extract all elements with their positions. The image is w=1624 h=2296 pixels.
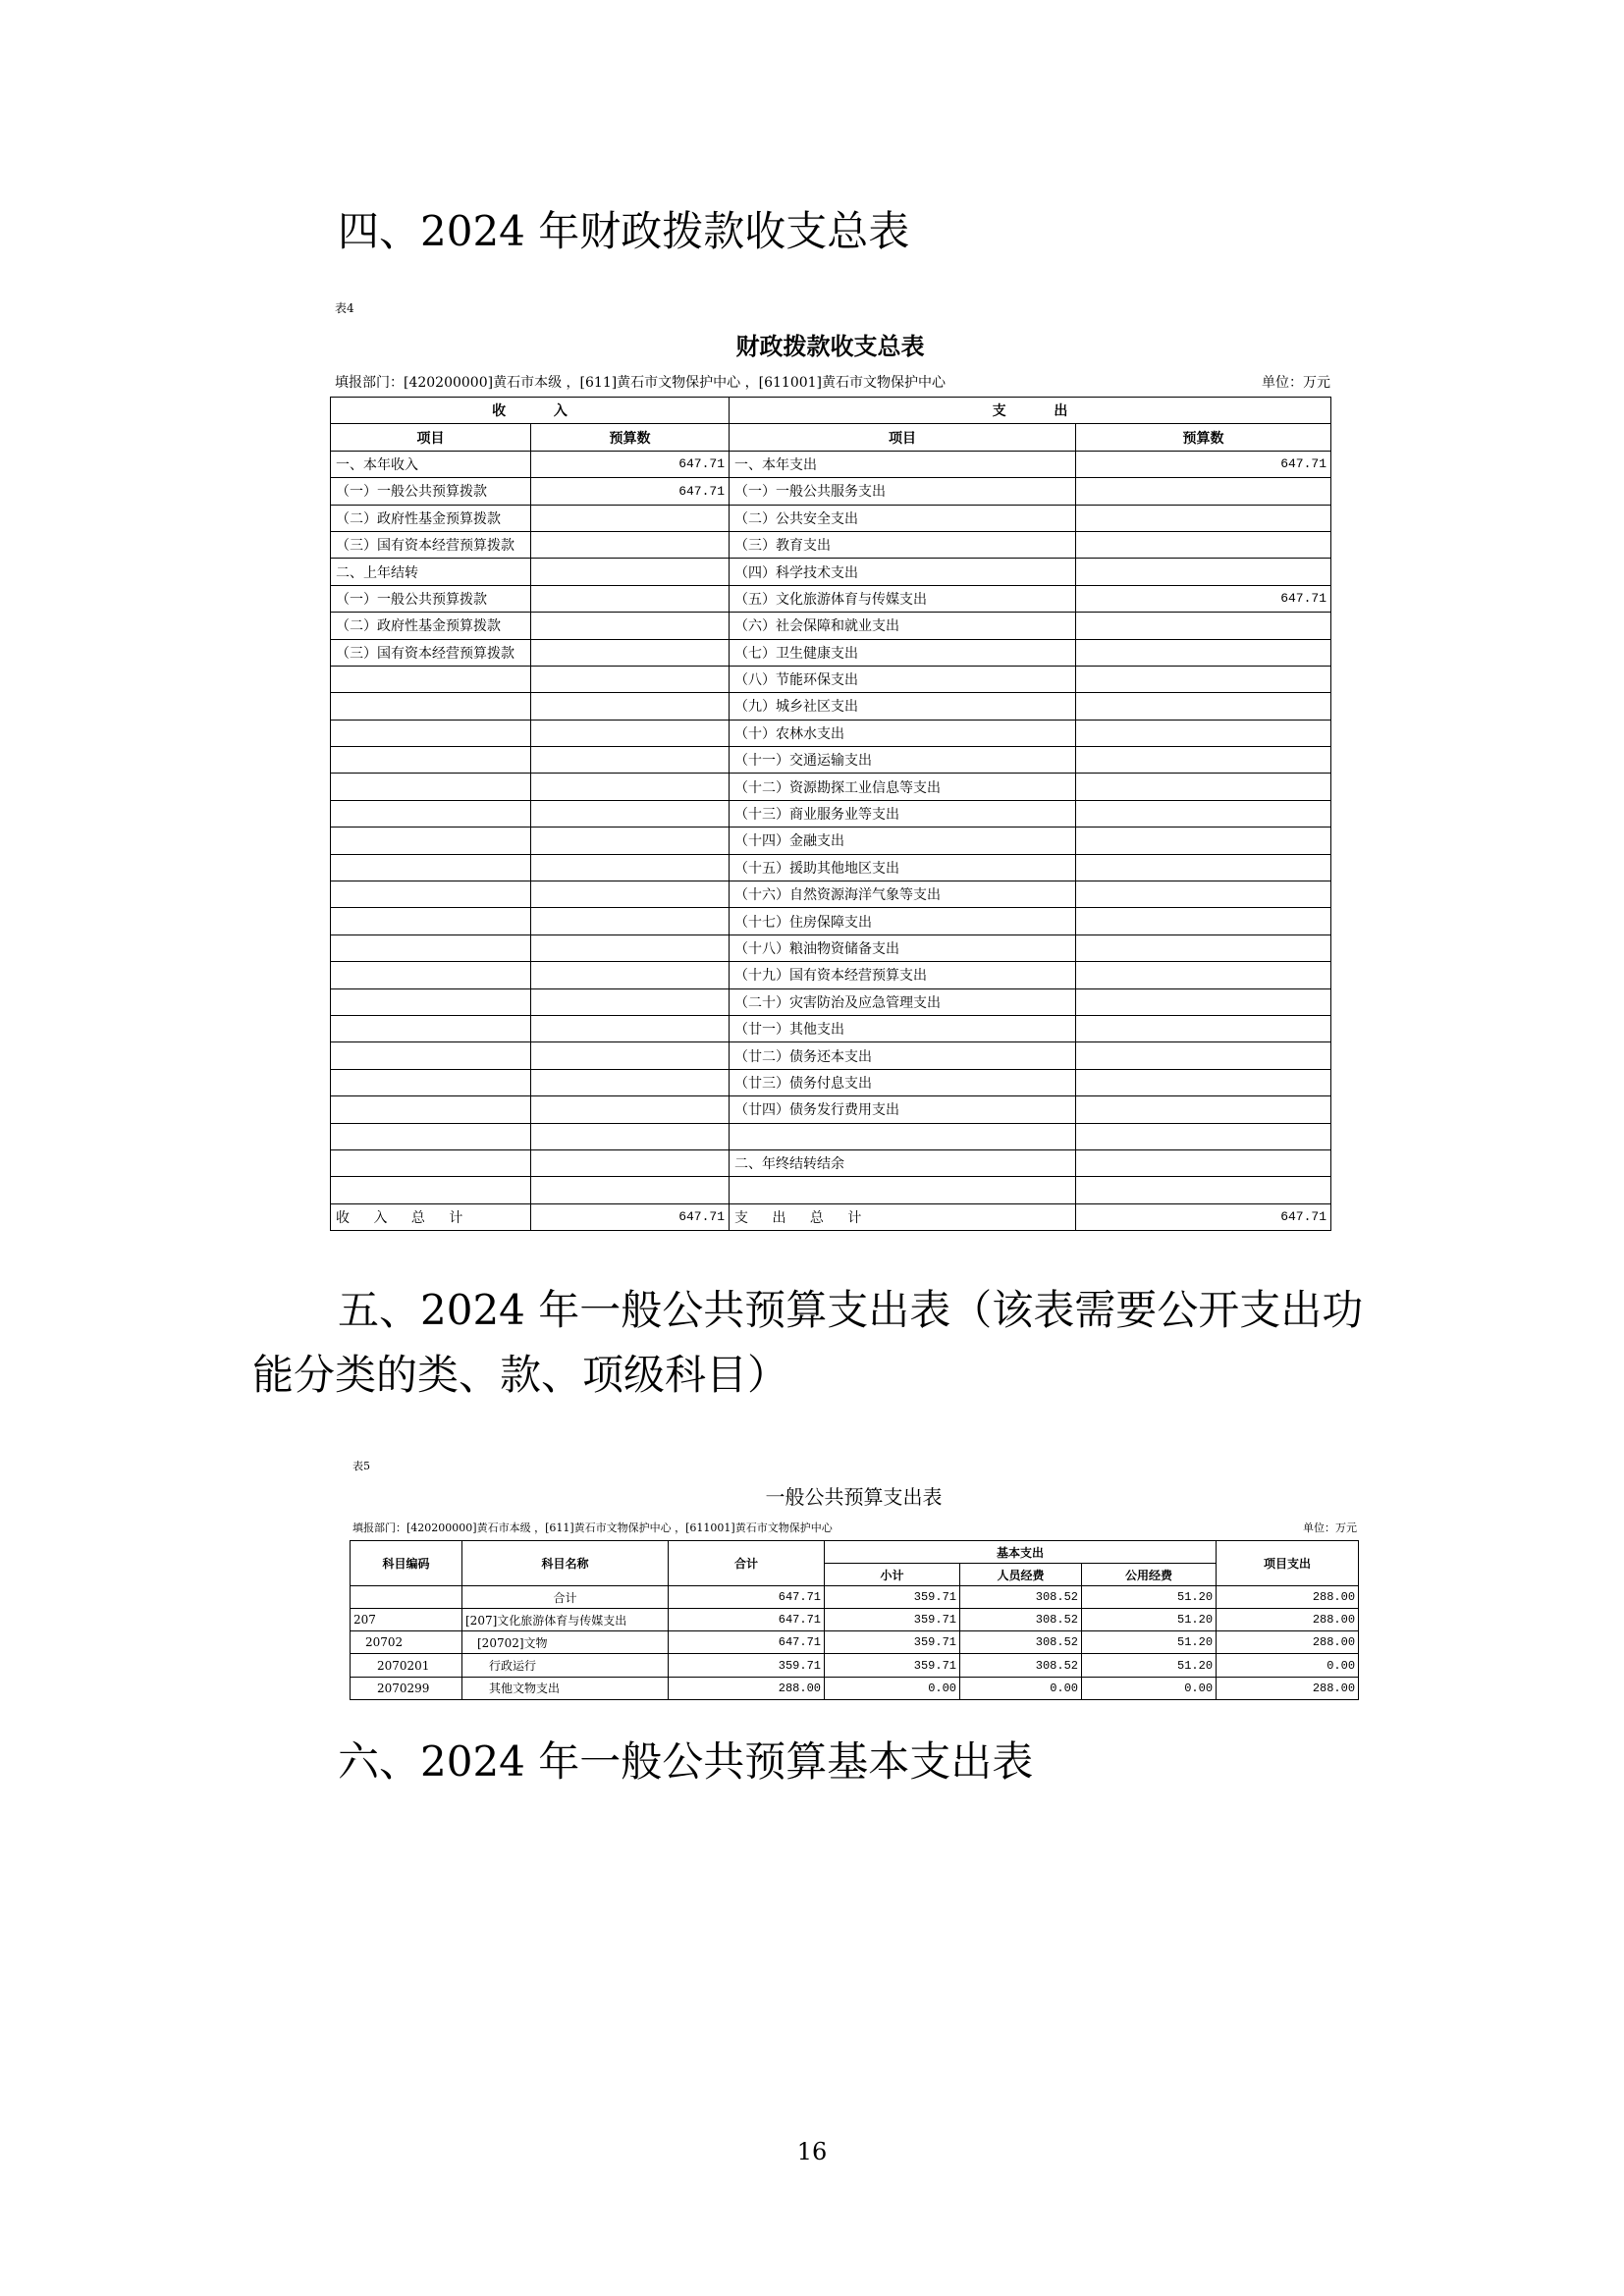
expense-item-cell: （廿三）债务付息支出 [730, 1069, 1076, 1095]
expense-group-header: 支 出 [730, 398, 1331, 424]
code-cell: 20702 [351, 1631, 462, 1654]
table-row [351, 1631, 1359, 1654]
total-cell: 647.71 [669, 1609, 825, 1631]
expense-amount-header: 预算数 [1076, 424, 1331, 451]
income-item-cell: 二、上年结转 [331, 559, 531, 585]
table-4-meta [335, 374, 1330, 392]
public-expense-header: 公用经费 [1082, 1564, 1217, 1586]
expense-amount-cell [1076, 908, 1331, 934]
project-cell: 288.00 [1217, 1586, 1359, 1609]
income-amount-cell [531, 908, 730, 934]
table-row [331, 881, 1331, 908]
income-amount-cell [531, 1096, 730, 1123]
expense-amount-cell [1076, 639, 1331, 666]
total-header: 合计 [669, 1541, 825, 1586]
header-row [331, 424, 1331, 451]
income-item-cell [331, 854, 531, 881]
public-cell: 51.20 [1082, 1631, 1217, 1654]
income-item-cell [331, 1015, 531, 1041]
personnel-header: 人员经费 [960, 1564, 1082, 1586]
fiscal-appropriation-summary-table [330, 397, 1331, 1231]
income-item-cell [331, 693, 531, 720]
income-item-cell [331, 881, 531, 908]
public-cell: 51.20 [1082, 1609, 1217, 1631]
income-amount-cell: 647.71 [531, 478, 730, 505]
income-amount-cell [531, 1042, 730, 1069]
income-amount-cell [531, 666, 730, 692]
income-amount-cell [531, 505, 730, 531]
personnel-cell: 308.52 [960, 1586, 1082, 1609]
table-row [331, 934, 1331, 961]
table-row [351, 1586, 1359, 1609]
expense-item-cell: 一、本年支出 [730, 451, 1076, 477]
expense-item-cell: （十八）粮油物资储备支出 [730, 934, 1076, 961]
income-item-cell: （一）一般公共预算拨款 [331, 478, 531, 505]
income-amount-cell [531, 747, 730, 774]
table-row [331, 1096, 1331, 1123]
expense-total-label: 支 出 总 计 [730, 1203, 1076, 1230]
income-amount-cell [531, 828, 730, 854]
expense-item-cell: （十五）援助其他地区支出 [730, 854, 1076, 881]
table-row [351, 1609, 1359, 1631]
table-row [351, 1654, 1359, 1677]
code-header: 科目编码 [351, 1541, 462, 1586]
project-cell: 0.00 [1217, 1654, 1359, 1677]
project-cell: 288.00 [1217, 1631, 1359, 1654]
income-item-cell [331, 1123, 531, 1149]
table-row [351, 1677, 1359, 1699]
table-row [331, 774, 1331, 800]
table-4-label: 表4 [335, 301, 354, 315]
table-row [331, 505, 1331, 531]
expense-item-header: 项目 [730, 424, 1076, 451]
income-amount-header: 预算数 [531, 424, 730, 451]
expense-amount-cell [1076, 828, 1331, 854]
income-amount-cell [531, 559, 730, 585]
income-amount-cell: 647.71 [531, 451, 730, 477]
table-5-meta [352, 1521, 1357, 1536]
income-amount-cell [531, 693, 730, 720]
expense-amount-cell [1076, 1096, 1331, 1123]
expense-amount-cell [1076, 1015, 1331, 1041]
personnel-cell: 308.52 [960, 1631, 1082, 1654]
income-amount-cell [531, 1015, 730, 1041]
income-item-header: 项目 [331, 424, 531, 451]
subtotal-header: 小计 [825, 1564, 960, 1586]
income-item-cell: （二）政府性基金预算拨款 [331, 613, 531, 639]
expense-item-cell: （七）卫生健康支出 [730, 639, 1076, 666]
basic-expenditure-header: 基本支出 [825, 1541, 1217, 1564]
income-item-cell [331, 1177, 531, 1203]
income-amount-cell [531, 800, 730, 827]
income-amount-cell [531, 934, 730, 961]
income-item-cell [331, 720, 531, 746]
expense-item-cell: （二十）灾害防治及应急管理支出 [730, 988, 1076, 1015]
income-amount-cell [531, 720, 730, 746]
table-row [331, 908, 1331, 934]
subtotal-cell: 359.71 [825, 1654, 960, 1677]
unit-label: 单位：万元 [1262, 375, 1330, 391]
expense-total-amount: 647.71 [1076, 1203, 1331, 1230]
income-item-cell [331, 908, 531, 934]
table-row [331, 1177, 1331, 1203]
table-row [331, 988, 1331, 1015]
section-5-heading-line-2: 能分类的类、款、项级科目） [252, 1351, 789, 1399]
expense-amount-cell [1076, 720, 1331, 746]
income-item-cell [331, 1149, 531, 1176]
code-cell: 2070299 [351, 1677, 462, 1699]
public-cell: 51.20 [1082, 1654, 1217, 1677]
code-cell: 2070201 [351, 1654, 462, 1677]
personnel-cell: 0.00 [960, 1677, 1082, 1699]
expense-item-cell: （十三）商业服务业等支出 [730, 800, 1076, 827]
income-item-cell [331, 1096, 531, 1123]
expense-item-cell: （十七）住房保障支出 [730, 908, 1076, 934]
expense-amount-cell [1076, 1042, 1331, 1069]
public-cell: 0.00 [1082, 1677, 1217, 1699]
income-amount-cell [531, 988, 730, 1015]
table-row [331, 531, 1331, 558]
table-row [331, 720, 1331, 746]
expense-amount-cell [1076, 531, 1331, 558]
total-cell: 359.71 [669, 1654, 825, 1677]
income-amount-cell [531, 1069, 730, 1095]
income-item-cell: （三）国有资本经营预算拨款 [331, 639, 531, 666]
total-cell: 647.71 [669, 1631, 825, 1654]
income-total-label: 收 入 总 计 [331, 1203, 531, 1230]
expense-amount-cell [1076, 1177, 1331, 1203]
income-amount-cell [531, 1123, 730, 1149]
project-cell: 288.00 [1217, 1677, 1359, 1699]
expense-item-cell: （一）一般公共服务支出 [730, 478, 1076, 505]
subtotal-cell: 359.71 [825, 1631, 960, 1654]
personnel-cell: 308.52 [960, 1654, 1082, 1677]
expense-item-cell: （十九）国有资本经营预算支出 [730, 962, 1076, 988]
expense-item-cell: （廿二）债务还本支出 [730, 1042, 1076, 1069]
expense-amount-cell [1076, 505, 1331, 531]
expense-item-cell: 二、年终结转结余 [730, 1149, 1076, 1176]
expense-amount-cell [1076, 962, 1331, 988]
expense-amount-cell [1076, 934, 1331, 961]
table-5-title: 一般公共预算支出表 [765, 1485, 943, 1509]
income-item-cell [331, 1069, 531, 1095]
code-cell [351, 1586, 462, 1609]
expense-item-cell: （四）科学技术支出 [730, 559, 1076, 585]
totals-row [331, 1203, 1331, 1230]
header-row [351, 1541, 1359, 1564]
table-row [331, 478, 1331, 505]
public-cell: 51.20 [1082, 1586, 1217, 1609]
table-row [331, 613, 1331, 639]
subtotal-cell: 359.71 [825, 1609, 960, 1631]
section-6-heading: 六、2024 年一般公共预算基本支出表 [338, 1737, 1034, 1786]
expense-item-cell: （十四）金融支出 [730, 828, 1076, 854]
table-row [331, 693, 1331, 720]
income-amount-cell [531, 639, 730, 666]
expense-item-cell: （九）城乡社区支出 [730, 693, 1076, 720]
section-5-heading-line-1: 五、2024 年一般公共预算支出表（该表需要公开支出功 [338, 1286, 1364, 1334]
income-amount-cell [531, 1149, 730, 1176]
table-5-label: 表5 [352, 1460, 370, 1472]
project-cell: 288.00 [1217, 1609, 1359, 1631]
expense-amount-cell [1076, 1123, 1331, 1149]
income-item-cell [331, 800, 531, 827]
income-item-cell [331, 747, 531, 774]
section-4-heading: 四、2024 年财政拨款收支总表 [338, 207, 910, 255]
table-row [331, 1015, 1331, 1041]
income-amount-cell [531, 585, 730, 612]
code-cell: 207 [351, 1609, 462, 1631]
income-item-cell [331, 666, 531, 692]
income-item-cell [331, 828, 531, 854]
income-item-cell [331, 934, 531, 961]
expense-amount-cell: 647.71 [1076, 451, 1331, 477]
expense-amount-cell [1076, 559, 1331, 585]
income-item-cell: （一）一般公共预算拨款 [331, 585, 531, 612]
table-row [331, 800, 1331, 827]
income-item-cell: （三）国有资本经营预算拨款 [331, 531, 531, 558]
table-row [331, 828, 1331, 854]
income-item-cell: 一、本年收入 [331, 451, 531, 477]
name-cell: 合计 [462, 1586, 669, 1609]
page-number: 16 [796, 2138, 828, 2165]
income-amount-cell [531, 774, 730, 800]
table-row [331, 451, 1331, 477]
income-amount-cell [531, 1177, 730, 1203]
expense-amount-cell [1076, 1069, 1331, 1095]
name-cell: [207]文化旅游体育与传媒支出 [462, 1609, 669, 1631]
expense-amount-cell [1076, 988, 1331, 1015]
expense-item-cell: （八）节能环保支出 [730, 666, 1076, 692]
expense-amount-cell [1076, 881, 1331, 908]
project-expenditure-header: 项目支出 [1217, 1541, 1359, 1586]
department-label: 填报部门：[420200000]黄石市本级 ，[611]黄石市文物保护中心 ，[611001]黄石市文物保护中心 [335, 375, 947, 391]
personnel-cell: 308.52 [960, 1609, 1082, 1631]
unit-label: 单位：万元 [1303, 1522, 1357, 1534]
expense-amount-cell [1076, 747, 1331, 774]
expense-amount-cell: 647.71 [1076, 585, 1331, 612]
department-label: 填报部门：[420200000]黄石市本级 ，[611]黄石市文物保护中心 ，[611001]黄石市文物保护中心 [352, 1522, 833, 1534]
total-cell: 647.71 [669, 1586, 825, 1609]
table-row [331, 854, 1331, 881]
table-row [331, 962, 1331, 988]
name-header: 科目名称 [462, 1541, 669, 1586]
table-row [331, 1042, 1331, 1069]
income-amount-cell [531, 854, 730, 881]
expense-amount-cell [1076, 1149, 1331, 1176]
income-amount-cell [531, 962, 730, 988]
expense-item-cell: （十六）自然资源海洋气象等支出 [730, 881, 1076, 908]
expense-item-cell: （五）文化旅游体育与传媒支出 [730, 585, 1076, 612]
table-row [331, 747, 1331, 774]
name-cell: [20702]文物 [462, 1631, 669, 1654]
income-item-cell [331, 774, 531, 800]
table-row [331, 1069, 1331, 1095]
income-amount-cell [531, 613, 730, 639]
expense-amount-cell [1076, 478, 1331, 505]
expense-item-cell [730, 1123, 1076, 1149]
income-item-cell [331, 962, 531, 988]
expense-item-cell: （十一）交通运输支出 [730, 747, 1076, 774]
name-cell: 其他文物支出 [462, 1677, 669, 1699]
table-row [331, 1123, 1331, 1149]
income-item-cell [331, 988, 531, 1015]
expense-item-cell: （十二）资源勘探工业信息等支出 [730, 774, 1076, 800]
expense-item-cell [730, 1177, 1076, 1203]
income-item-cell [331, 1042, 531, 1069]
table-4-title: 财政拨款收支总表 [735, 332, 925, 360]
expense-amount-cell [1076, 854, 1331, 881]
income-amount-cell [531, 531, 730, 558]
subtotal-cell: 0.00 [825, 1677, 960, 1699]
expense-item-cell: （廿四）债务发行费用支出 [730, 1096, 1076, 1123]
expense-item-cell: （十）农林水支出 [730, 720, 1076, 746]
total-cell: 288.00 [669, 1677, 825, 1699]
table-row [331, 666, 1331, 692]
expense-item-cell: （三）教育支出 [730, 531, 1076, 558]
expense-item-cell: （六）社会保障和就业支出 [730, 613, 1076, 639]
expense-amount-cell [1076, 666, 1331, 692]
header-row [331, 398, 1331, 424]
expense-amount-cell [1076, 693, 1331, 720]
expense-item-cell: （二）公共安全支出 [730, 505, 1076, 531]
income-total-amount: 647.71 [531, 1203, 730, 1230]
income-item-cell: （二）政府性基金预算拨款 [331, 505, 531, 531]
general-public-budget-expenditure-table [350, 1540, 1359, 1700]
subtotal-cell: 359.71 [825, 1586, 960, 1609]
table-row [331, 639, 1331, 666]
expense-item-cell: （廿一）其他支出 [730, 1015, 1076, 1041]
expense-amount-cell [1076, 613, 1331, 639]
income-group-header: 收 入 [331, 398, 730, 424]
name-cell: 行政运行 [462, 1654, 669, 1677]
table-row [331, 1149, 1331, 1176]
income-amount-cell [531, 881, 730, 908]
table-row [331, 559, 1331, 585]
expense-amount-cell [1076, 774, 1331, 800]
table-row [331, 585, 1331, 612]
expense-amount-cell [1076, 800, 1331, 827]
